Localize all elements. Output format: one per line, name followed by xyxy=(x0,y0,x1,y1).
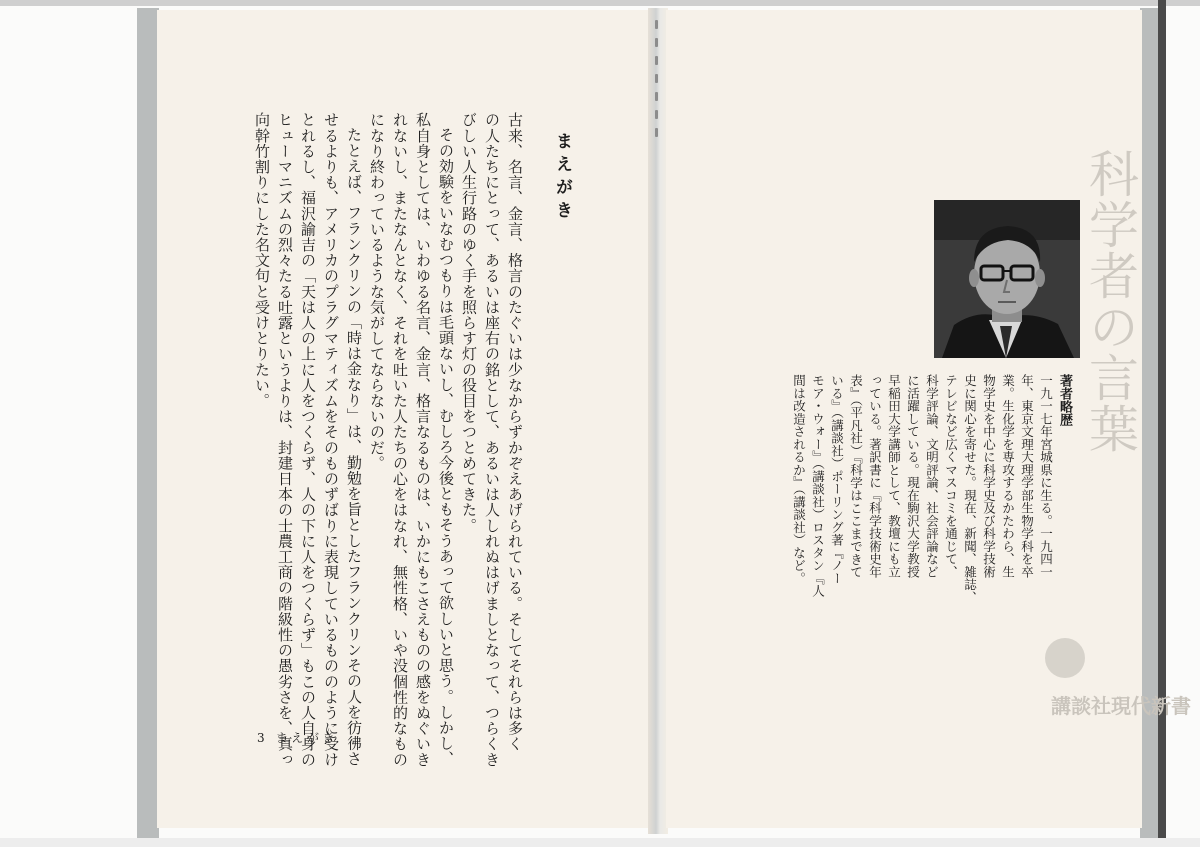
book-gutter xyxy=(648,8,668,834)
bleed-through-title: 科学者の言葉 xyxy=(1081,148,1139,454)
text-line: その効験をいなむつもりは毛頭ないし、むしろ今後ともそうあって欲しいと思う。しかし、 xyxy=(437,127,455,767)
scan-bottom-edge xyxy=(0,838,1200,847)
bio-line: 年、東京文理大理学部生物学科を卒 xyxy=(1019,374,1035,578)
bio-line: 物学史を中心に科学史及び科学技術 xyxy=(981,374,997,578)
binding-stitch xyxy=(655,38,658,47)
text-line: びしい人生行路のゆく手を照らす灯の役目をつとめてきた。 xyxy=(460,112,478,534)
bio-line: 間は改造されるか』（講談社）など。 xyxy=(791,374,807,585)
scan-top-edge xyxy=(0,0,1200,6)
author-portrait-image xyxy=(934,200,1080,358)
binding-stitch xyxy=(655,110,658,119)
text-line: 古来、名言、金言、格言のたぐいは少なからずかぞえあげられている。そしてそれらは多く xyxy=(506,112,524,752)
binding-stitch xyxy=(655,92,658,101)
bio-line: 業。生化学を専攻するかたわら、生 xyxy=(1000,374,1016,578)
text-line: とれるし、福沢諭吉の「天は人の上に人をつくらず、人の下に人をつくらず」もこの人自身の xyxy=(299,112,317,768)
bio-line: 科学評論、文明評論、社会評論など xyxy=(924,374,940,578)
bleed-through-logo xyxy=(1045,638,1085,678)
binding-stitch xyxy=(655,56,658,65)
binding-stitch xyxy=(655,128,658,137)
bio-line: モア・ウォー』（講談社）ロスタン『人 xyxy=(810,374,826,598)
text-line: になり終わっているような気がしてならないのだ。 xyxy=(368,112,386,471)
text-line: れないし、またなんとなく、それを吐いた人たちの心をはなれ、無性格、いや没個性的なもの xyxy=(391,112,409,768)
bio-heading: 著者略歴 xyxy=(1057,374,1072,426)
bio-line: 早稲田大学講師として、教壇にも立 xyxy=(886,374,902,578)
text-line: 向幹竹割りにした名文句と受けとりたい。 xyxy=(253,112,271,409)
bleed-through-publisher: 講談社現代新書 xyxy=(1051,694,1191,718)
text-line: せるよりも、アメリカのプラグマティズムをそのものずばりに表現しているもののように受け xyxy=(322,112,340,768)
text-line: の人たちにとって、あるいは座右の銘として、あるいは人しれぬはげましとなって、つらくき xyxy=(483,112,501,768)
bio-line: テレビなど広くマスコミを通じて、 xyxy=(943,374,959,578)
bio-line: 一九一七年宮城県に生る。一九四一 xyxy=(1038,374,1054,578)
bio-line: 表』（平凡社）『科学はここまできて xyxy=(848,374,864,579)
text-line: たとえば、フランクリンの「時は金なり」は、勤勉を旨としたフランクリンその人を彷彿さ xyxy=(345,127,363,767)
preface-heading: まえがき xyxy=(552,132,572,224)
binding-stitch xyxy=(655,74,658,83)
bio-line: 史に関心を寄せた。現在、新聞、雑誌、 xyxy=(962,374,978,604)
bio-line: っている。著訳書に『科学技術史年 xyxy=(867,374,883,578)
text-line: 私自身としては、いわゆる名言、金言、格言なるものは、いかにもこさえものの感をぬぐいき xyxy=(414,112,432,768)
bio-line: いる』（講談社）ポーリング著『ノー xyxy=(829,374,845,585)
binding-stitch xyxy=(655,20,658,29)
author-photo xyxy=(934,200,1080,358)
page-footer: 3 まえがき xyxy=(257,731,339,745)
left-cover-edge xyxy=(137,8,159,840)
text-line: ヒューマニズムの烈々たる吐露というよりは、封建日本の士農工商の階級性の愚劣さを、真っ xyxy=(276,112,294,768)
right-dark-edge xyxy=(1158,0,1166,847)
bio-line: に活躍している。現在駒沢大学教授 xyxy=(905,374,921,578)
